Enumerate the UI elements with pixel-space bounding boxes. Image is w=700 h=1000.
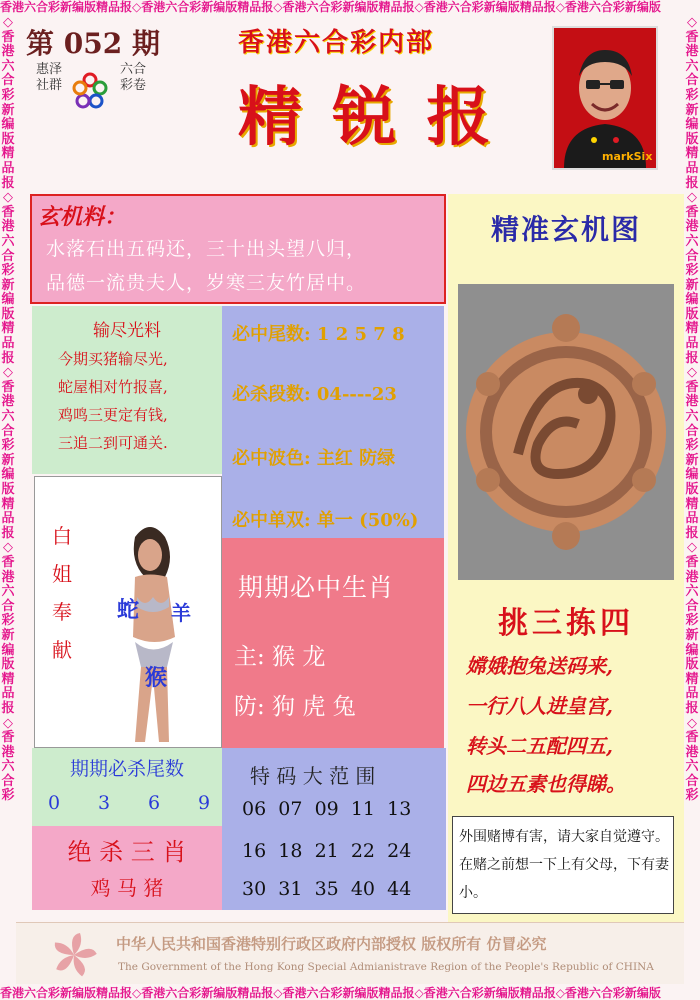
club-right: 六合彩卷 bbox=[120, 62, 147, 93]
special-number: 35 bbox=[314, 878, 339, 900]
notice-text: 外围赌博有害，请大家自觉遵守。在赌之前想一下上有父母，下有妻小。 bbox=[459, 829, 669, 901]
special-number: 09 bbox=[314, 798, 339, 820]
photo-caption: markSix bbox=[602, 150, 653, 163]
special-range-panel bbox=[222, 748, 446, 910]
special-number: 11 bbox=[350, 798, 376, 820]
girl-tag-snake: 蛇 bbox=[117, 597, 140, 623]
poem-line-3: 转头二五配四五, bbox=[466, 734, 613, 758]
special-number: 06 bbox=[242, 798, 267, 820]
poem-line-2: 一行八人进皇宫, bbox=[466, 694, 613, 718]
zodiac-guard: 防: 狗 虎 兔 bbox=[234, 694, 356, 720]
tail-kill-title: 期期必杀尾数 bbox=[69, 758, 184, 780]
girl-vertical-text: 白姐奉献 bbox=[52, 524, 72, 662]
special-number: 44 bbox=[387, 878, 412, 900]
poem-line-4: 四边五素也得睇。 bbox=[466, 772, 626, 796]
kill-three-animals: 鸡 马 猪 bbox=[90, 876, 164, 900]
special-number: 24 bbox=[387, 840, 412, 862]
lose-all-title: 输尽光料 bbox=[93, 321, 161, 341]
header-subtitle: 香港六合彩内部 bbox=[238, 28, 435, 58]
riddle-panel bbox=[30, 194, 446, 304]
riddle-label: 玄机料： bbox=[38, 204, 127, 230]
footer-english: The Government of the Hong Kong Special Admianistrave Region of the People's Republic of CHINA bbox=[118, 961, 654, 973]
right-ticker: ◇香港六合彩新编版精品报◇香港六合彩新编版精品报◇香港六合彩新编版精品报◇香港六合彩新编版精品报◇香港六合彩 bbox=[685, 16, 699, 804]
header bbox=[16, 14, 684, 184]
special-row-1 bbox=[242, 798, 442, 820]
lose-all-line-3: 鸡鸣三更定有钱, bbox=[58, 406, 168, 424]
special-range-title: 特 码 大 范 围 bbox=[250, 764, 376, 788]
riddle-line-1: 水落石出五码还，三十出头望八归， bbox=[46, 238, 367, 260]
dragon-carving-image bbox=[458, 284, 674, 580]
lottery-logo-icon bbox=[71, 72, 109, 110]
lose-all-line-2: 蛇屋相对竹报喜, bbox=[58, 378, 168, 396]
pick-odd-even: 必中单双: 单一 (50%) bbox=[232, 510, 419, 531]
tail-kill-num-4: 9 bbox=[198, 792, 211, 814]
tail-kill-panel bbox=[32, 748, 222, 826]
left-ticker: ◇香港六合彩新编版精品报◇香港六合彩新编版精品报◇香港六合彩新编版精品报◇香港六合彩新编版精品报◇香港六合彩 bbox=[1, 16, 15, 804]
poem-title: 挑三拣四 bbox=[498, 606, 634, 641]
girl-tag-monkey: 猴 bbox=[145, 665, 168, 691]
pick-tail: 必中尾数: 1 2 5 7 8 bbox=[232, 324, 405, 345]
special-number: 40 bbox=[350, 878, 376, 900]
top-ticker: 香港六合彩新编版精品报◇香港六合彩新编版精品报◇香港六合彩新编版精品报◇香港六合彩新编版精品报◇香港六合彩新编版 bbox=[0, 0, 661, 14]
lose-all-panel bbox=[32, 306, 222, 474]
tail-kill-num-3: 6 bbox=[148, 792, 161, 814]
footer-chinese: 中华人民共和国香港特别行政区政府内部授权 版权所有 仿冒必究 bbox=[116, 935, 547, 953]
special-number: 16 bbox=[242, 840, 267, 862]
bauhinia-emblem-icon bbox=[48, 929, 100, 981]
special-row-2 bbox=[242, 840, 442, 862]
special-number: 31 bbox=[278, 878, 303, 900]
special-number: 21 bbox=[314, 840, 339, 862]
right-column bbox=[448, 194, 684, 922]
pick-kill: 必杀段数: 04----23 bbox=[232, 384, 397, 405]
pick-color: 必中波色: 主红 防绿 bbox=[232, 448, 396, 469]
notice-box bbox=[452, 816, 674, 914]
girl-image bbox=[95, 517, 215, 747]
tail-kill-num-1: 0 bbox=[48, 792, 61, 814]
tail-kill-num-2: 3 bbox=[98, 792, 111, 814]
special-number: 18 bbox=[278, 840, 303, 862]
lose-all-line-1: 今期买猪输尽光, bbox=[58, 350, 168, 368]
picks-panel bbox=[222, 306, 444, 538]
zodiac-panel bbox=[222, 538, 444, 748]
special-row-3 bbox=[242, 878, 442, 900]
footer-banner bbox=[16, 922, 684, 984]
special-number: 30 bbox=[242, 878, 267, 900]
bottom-ticker: 香港六合彩新编版精品报◇香港六合彩新编版精品报◇香港六合彩新编版精品报◇香港六合彩新编版精品报◇香港六合彩新编版 bbox=[0, 986, 661, 1000]
poem-line-1: 嫦娥抱兔送码来, bbox=[466, 654, 613, 678]
host-photo bbox=[552, 26, 658, 170]
girl-tag-goat: 羊 bbox=[171, 601, 191, 625]
special-number: 07 bbox=[278, 798, 303, 820]
zodiac-title: 期期必中生肖 bbox=[238, 573, 395, 602]
zodiac-main: 主: 猴 龙 bbox=[234, 644, 326, 670]
lose-all-line-4: 三追二到可通关. bbox=[58, 434, 168, 452]
issue-number: 第 052 期 bbox=[26, 27, 160, 60]
header-title: 精 锐 报 bbox=[238, 80, 495, 155]
club-left: 惠泽社群 bbox=[36, 62, 63, 93]
special-number: 13 bbox=[387, 798, 412, 820]
kill-three-title: 绝 杀 三 肖 bbox=[67, 838, 187, 866]
kill-three-panel bbox=[32, 826, 222, 910]
special-number: 22 bbox=[350, 840, 376, 862]
mystery-title: 精准玄机图 bbox=[490, 213, 641, 246]
riddle-line-2: 品德一流贵夫人，岁寒三友竹居中。 bbox=[46, 272, 367, 294]
girl-panel bbox=[34, 476, 222, 748]
